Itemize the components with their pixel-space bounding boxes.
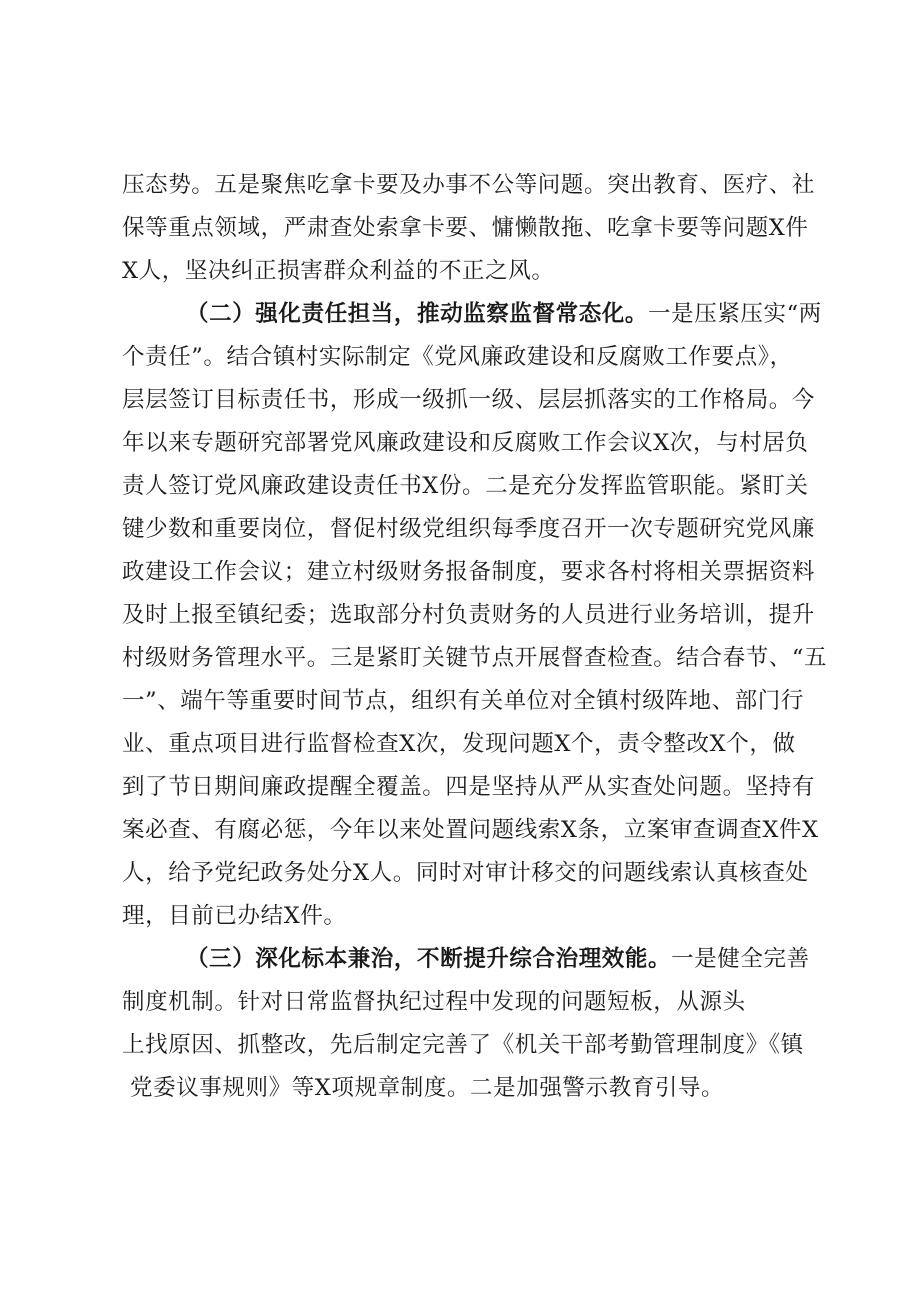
- text-line: 理，目前已办结X件。: [122, 903, 347, 929]
- text-line: 年以来专题研究部署党风廉政建设和反腐败工作会议X次，与村居负: [122, 430, 809, 456]
- section-3-lead: 一是健全完善: [671, 946, 810, 972]
- text-line: 政建设工作会议；建立村级财务报备制度，要求各村将相关票据资料: [122, 559, 816, 585]
- text-line: 人，给予党纪政务处分X人。同时对审计移交的问题线索认真核查处: [122, 860, 809, 886]
- text-line: 党委议事规则》等X项规章制度。二是加强警示教育引导。: [130, 1075, 725, 1101]
- text-line: 案必查、有腐必惩，今年以来处置问题线索X条，立案审查调查X件X: [122, 817, 819, 843]
- text-line: 制度机制。针对日常监督执纪过程中发现的问题短板，从源头: [122, 989, 746, 1015]
- text-line: 一”、端午等重要时间节点，组织有关单位对全镇村级阵地、部门行: [122, 688, 805, 714]
- text-line: 个责任”。结合镇村实际制定《党风廉政建设和反腐败工作要点》，: [122, 344, 793, 370]
- section-2-first-line: [186, 299, 822, 329]
- section-3-first-line: [186, 944, 810, 974]
- text-line: 保等重点领域，严肃查处索拿卡要、慵懒散拖、吃拿卡要等问题X件: [122, 215, 809, 241]
- section-2-heading: （二）强化责任担当，推动监察监督常态化。: [186, 301, 649, 327]
- text-line: 上找原因、抓整改，先后制定完善了《机关干部考勤管理制度》《镇: [122, 1032, 804, 1058]
- section-2-lead: 一是压紧压实“两: [648, 301, 822, 327]
- text-line: X人，坚决纠正损害群众利益的不正之风。: [122, 258, 555, 284]
- text-line: 及时上报至镇纪委；选取部分村负责财务的人员进行业务培训，提升: [122, 602, 816, 628]
- text-line: 键少数和重要岗位，督促村级党组织每季度召开一次专题研究党风廉: [122, 516, 816, 542]
- text-line: 压态势。五是聚焦吃拿卡要及办事不公等问题。突出教育、医疗、社: [122, 172, 816, 198]
- section-3-heading: （三）深化标本兼治，不断提升综合治理效能。: [186, 946, 672, 972]
- text-line: 责人签订党风廉政建设责任书X份。二是充分发挥监管职能。紧盯关: [122, 473, 809, 499]
- text-line: 到了节日期间廉政提醒全覆盖。四是坚持从严从实查处问题。坚持有: [122, 774, 816, 800]
- text-line: 业、重点项目进行监督检查X次，发现问题X个，责令整改X个，做: [122, 731, 796, 757]
- text-line: 层层签订目标责任书，形成一级抓一级、层层抓落实的工作格局。今: [122, 387, 816, 413]
- text-line: 村级财务管理水平。三是紧盯关键节点开展督查检查。结合春节、“五: [122, 645, 828, 671]
